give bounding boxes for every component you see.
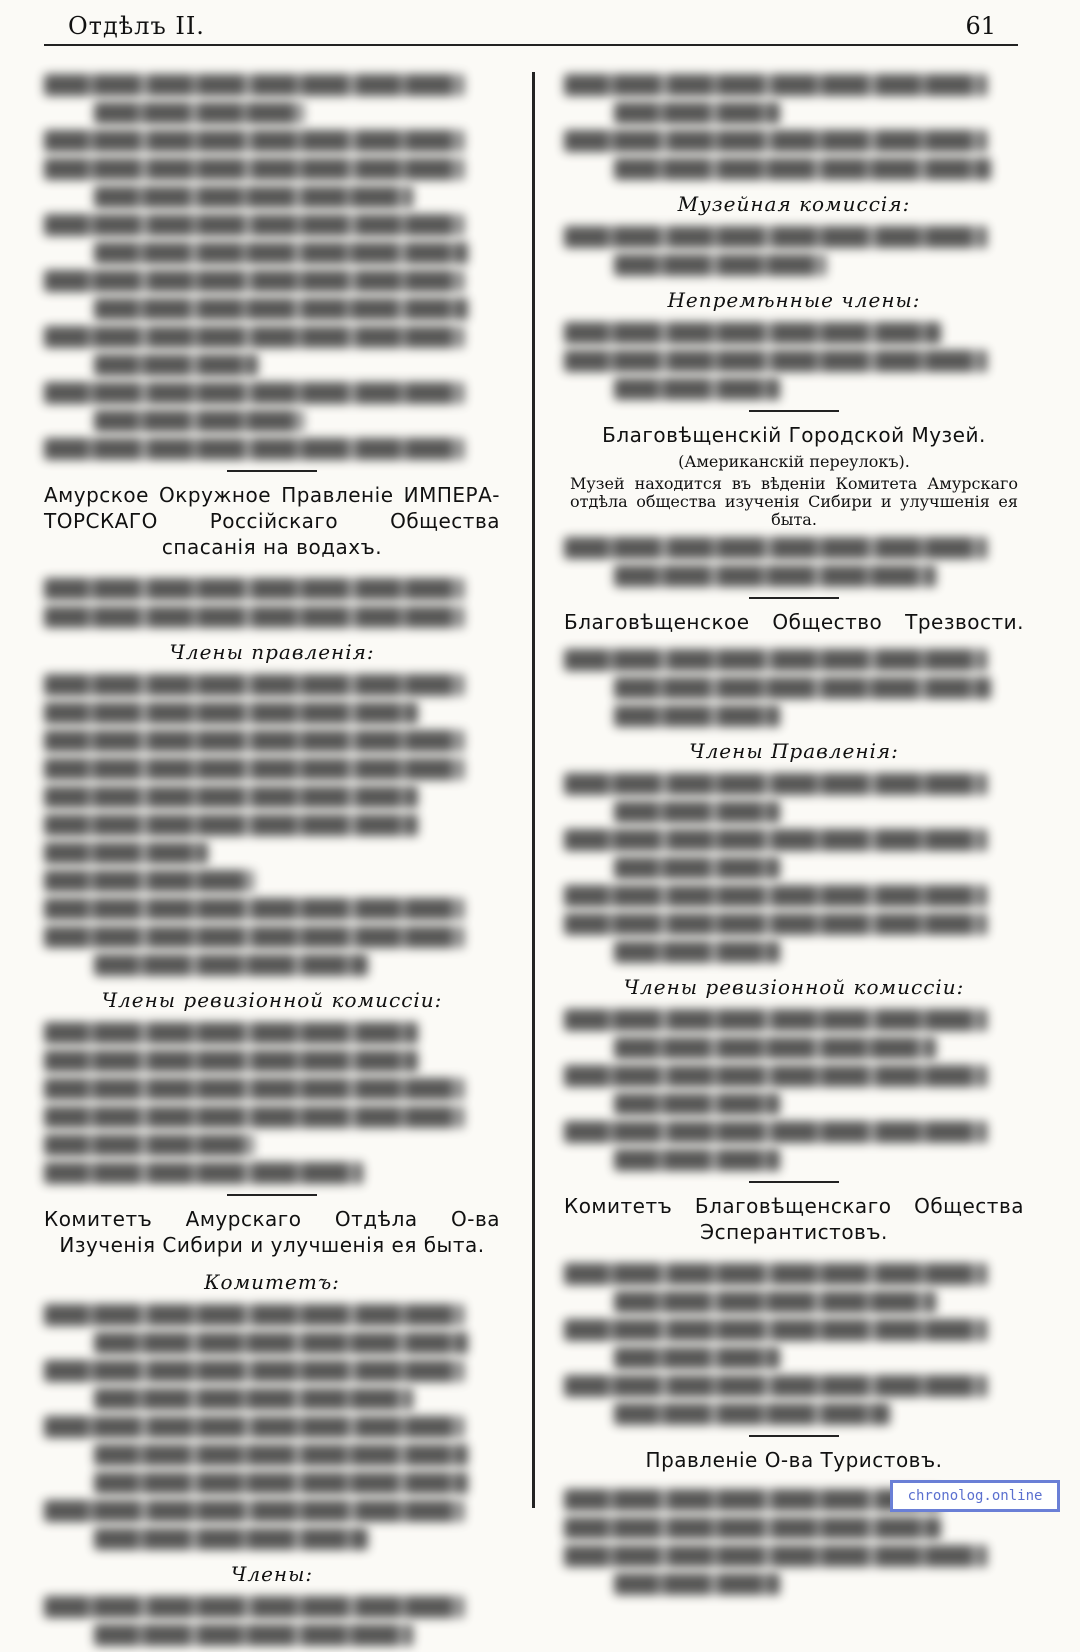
- redacted-line: [44, 578, 464, 600]
- section-title: Комитетъ Амурскаго Отдѣла О-ва Изученія Сибири и улучшенія ея быта.: [44, 1207, 500, 1257]
- column-divider: [532, 72, 535, 1508]
- redacted-line: [94, 410, 304, 432]
- redacted-line: [564, 829, 987, 851]
- redacted-line: [614, 378, 780, 400]
- redacted-line: [564, 1375, 987, 1397]
- redacted-line: [44, 1134, 254, 1156]
- redacted-line: [564, 913, 987, 935]
- redacted-line: [614, 1403, 890, 1425]
- redacted-line: [564, 350, 987, 372]
- redacted-line: [44, 758, 464, 780]
- redacted-line: [564, 1065, 987, 1087]
- redacted-line: [564, 649, 987, 671]
- redacted-line: [614, 677, 991, 699]
- redacted-line: [94, 954, 368, 976]
- left-column: [44, 70, 500, 1652]
- redacted-line: [94, 1388, 413, 1410]
- redacted-line: [44, 786, 418, 808]
- redacted-line: [614, 801, 780, 823]
- redacted-line: [44, 674, 464, 696]
- subsection-heading: Члены ревизіонной комиссіи:: [101, 988, 443, 1012]
- address-note: (Американскій переулокъ).: [678, 452, 910, 471]
- watermark-link[interactable]: chronolog.online: [890, 1480, 1060, 1512]
- redacted-line: [44, 158, 464, 180]
- redacted-line: [94, 354, 258, 376]
- redacted-line: [44, 898, 464, 920]
- redacted-line: [614, 254, 826, 276]
- redacted-line: [44, 842, 208, 864]
- redacted-line: [94, 186, 413, 208]
- section-rule: [749, 597, 839, 599]
- redacted-line: [614, 1573, 780, 1595]
- section-label: Отдѣлъ II.: [68, 12, 205, 40]
- subsection-heading: Музейная комиссія:: [677, 192, 911, 216]
- redacted-line: [614, 1037, 936, 1059]
- subsection-heading: Члены Правленія:: [689, 739, 899, 763]
- redacted-line: [44, 1078, 464, 1100]
- right-column: [564, 70, 1024, 1601]
- redacted-line: [564, 1263, 987, 1285]
- redacted-line: [94, 1332, 468, 1354]
- redacted-line: [44, 814, 418, 836]
- redacted-line: [614, 1291, 936, 1313]
- redacted-line: [44, 214, 464, 236]
- museum-note: Музей находится въ вѣденіи Комитета Амурскаго отдѣла общества изученія Сибири и улучшенія ея быта.: [570, 474, 1018, 529]
- redacted-line: [44, 270, 464, 292]
- redacted-line: [44, 926, 464, 948]
- page-header: [44, 8, 1018, 46]
- redacted-line: [44, 1596, 464, 1618]
- redacted-line: [94, 298, 468, 320]
- redacted-line: [44, 1050, 418, 1072]
- subsection-heading: Комитетъ:: [204, 1270, 340, 1294]
- redacted-line: [94, 1444, 468, 1466]
- section-rule: [227, 1194, 317, 1196]
- redacted-line: [44, 870, 254, 892]
- redacted-line: [564, 1121, 987, 1143]
- redacted-line: [564, 773, 987, 795]
- subsection-heading: Члены:: [230, 1562, 314, 1586]
- section-rule: [749, 1181, 839, 1183]
- redacted-line: [564, 1545, 987, 1567]
- redacted-line: [564, 537, 987, 559]
- redacted-line: [94, 1528, 368, 1550]
- redacted-line: [44, 1360, 464, 1382]
- redacted-line: [94, 242, 468, 264]
- subsection-heading: Непремѣнные члены:: [667, 288, 921, 312]
- redacted-line: [94, 1472, 468, 1494]
- redacted-line: [564, 1319, 987, 1341]
- redacted-line: [564, 226, 987, 248]
- redacted-line: [564, 1517, 941, 1539]
- redacted-line: [614, 705, 780, 727]
- redacted-line: [564, 322, 941, 344]
- redacted-line: [44, 1162, 363, 1184]
- redacted-line: [44, 326, 464, 348]
- redacted-line: [614, 857, 780, 879]
- redacted-line: [44, 1106, 464, 1128]
- redacted-line: [614, 565, 936, 587]
- redacted-line: [44, 1416, 464, 1438]
- redacted-line: [44, 130, 464, 152]
- subsection-heading: Члены ревизіонной комиссіи:: [623, 975, 965, 999]
- redacted-line: [614, 941, 780, 963]
- page-number: 61: [965, 12, 996, 40]
- subsection-heading: Члены правленія:: [169, 640, 375, 664]
- redacted-line: [614, 1347, 780, 1369]
- redacted-line: [44, 382, 464, 404]
- section-title: Правленіе О-ва Туристовъ.: [645, 1448, 943, 1472]
- redacted-line: [94, 1624, 413, 1646]
- redacted-line: [44, 1304, 464, 1326]
- section-rule: [749, 1435, 839, 1437]
- redacted-line: [564, 130, 987, 152]
- redacted-line: [564, 1489, 941, 1511]
- redacted-line: [614, 102, 780, 124]
- redacted-line: [564, 885, 987, 907]
- section-title: Благовѣщенскій Городской Музей.: [602, 423, 986, 447]
- redacted-line: [564, 74, 987, 96]
- redacted-line: [44, 438, 464, 460]
- section-title: Амурское Окружное Правленіе ИМПЕРА-ТОРСКАГО Россійскаго Общества спасанія на водахъ.: [44, 483, 500, 559]
- section-rule: [749, 410, 839, 412]
- redacted-line: [44, 730, 464, 752]
- redacted-line: [44, 606, 464, 628]
- redacted-line: [44, 1022, 418, 1044]
- redacted-line: [44, 74, 464, 96]
- redacted-line: [614, 158, 991, 180]
- redacted-line: [614, 1093, 780, 1115]
- redacted-line: [44, 1500, 464, 1522]
- redacted-line: [564, 1009, 987, 1031]
- redacted-line: [94, 102, 304, 124]
- redacted-line: [614, 1149, 780, 1171]
- section-title: Благовѣщенское Общество Трезвости.: [564, 610, 1024, 634]
- section-title: Комитетъ Благовѣщенскаго Общества Эсперантистовъ.: [564, 1194, 1024, 1244]
- section-rule: [227, 470, 317, 472]
- redacted-line: [44, 702, 418, 724]
